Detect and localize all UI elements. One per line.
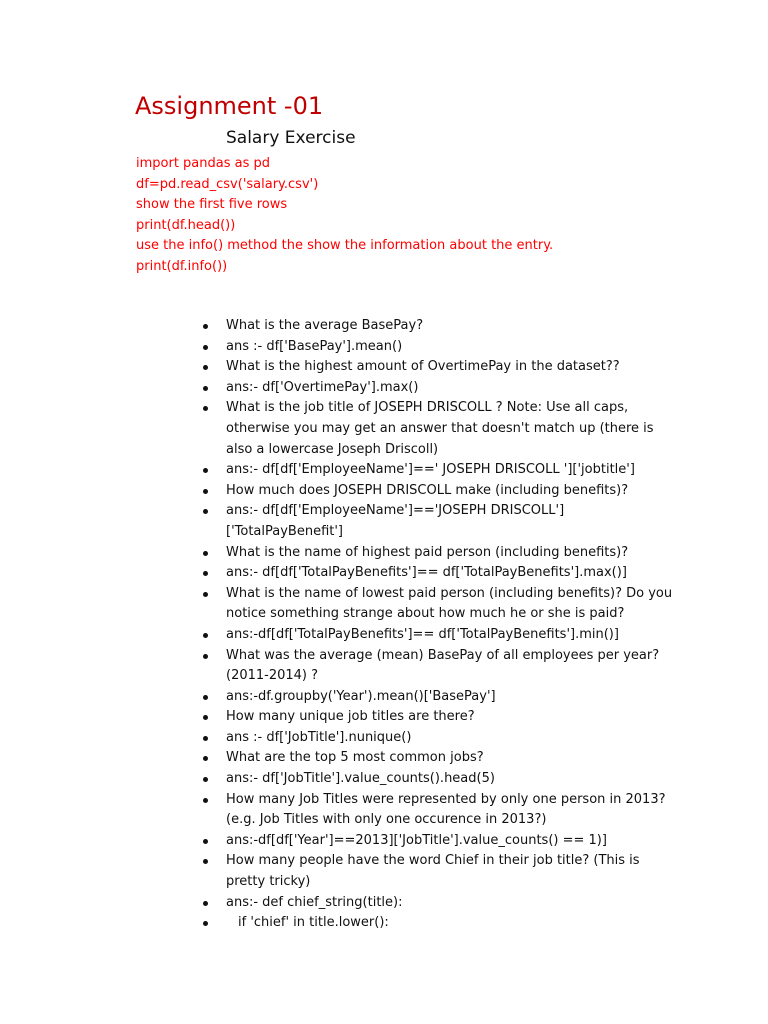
list-item-text: How much does JOSEPH DRISCOLL make (including benefits)? <box>226 482 629 498</box>
list-item <box>200 831 680 852</box>
bullet-icon <box>203 901 208 906</box>
list-item <box>200 481 680 502</box>
list-item-text: What is the name of highest paid person (including benefits)? <box>226 544 629 560</box>
bullet-icon <box>203 715 208 720</box>
bullet-icon <box>203 859 208 864</box>
list-item-text: if 'chief' in title.lower(): <box>238 915 389 931</box>
bullet-icon <box>203 345 208 350</box>
bullet-icon <box>203 406 208 411</box>
list-item <box>200 337 680 358</box>
bullet-icon <box>203 921 208 926</box>
bullet-icon <box>203 756 208 761</box>
bullet-icon <box>203 777 208 782</box>
document-title: Assignment -01 <box>135 92 324 120</box>
list-item-text: How many Job Titles were represented by only one person in 2013? (e.g. Job Titles with only one occurence in 2013?) <box>226 791 666 828</box>
bullet-icon <box>203 654 208 659</box>
list-item <box>200 543 680 564</box>
list-item <box>200 646 680 687</box>
list-item <box>200 460 680 481</box>
question-answer-list <box>200 316 680 934</box>
list-item <box>200 893 680 914</box>
list-item-text: ans:-df[df['TotalPayBenefits']== df['TotalPayBenefits'].min()] <box>226 626 619 642</box>
list-item-text: ans:- df[df['TotalPayBenefits']== df['TotalPayBenefits'].max()] <box>226 565 627 581</box>
bullet-icon <box>203 324 208 329</box>
list-item-text: ans :- df['BasePay'].mean() <box>226 338 403 354</box>
bullet-icon <box>203 551 208 556</box>
list-item <box>200 584 680 625</box>
bullet-icon <box>203 633 208 638</box>
list-item <box>200 769 680 790</box>
bullet-icon <box>203 736 208 741</box>
list-item <box>200 707 680 728</box>
list-item-text: How many unique job titles are there? <box>226 709 475 725</box>
list-item <box>200 790 680 831</box>
list-item-text: What is the highest amount of OvertimePay in the dataset?? <box>226 359 620 375</box>
document-subtitle: Salary Exercise <box>226 128 356 148</box>
list-item-text: What is the average BasePay? <box>226 318 424 333</box>
code-block <box>136 154 553 277</box>
bullet-icon <box>203 571 208 576</box>
list-item <box>200 748 680 769</box>
list-item <box>200 625 680 646</box>
list-item <box>200 687 680 708</box>
bullet-icon <box>203 509 208 514</box>
list-item <box>200 316 680 337</box>
list-item <box>200 563 680 584</box>
code-line: df=pd.read_csv('salary.csv') <box>136 176 319 192</box>
list-item <box>200 728 680 749</box>
bullet-icon <box>203 468 208 473</box>
bullet-icon <box>203 695 208 700</box>
list-item <box>200 913 680 934</box>
list-item-text: ans:- df[df['EmployeeName']=='JOSEPH DRISCOLL']['TotalPayBenefit'] <box>226 503 565 539</box>
bullet-icon <box>203 489 208 494</box>
list-item <box>200 378 680 399</box>
list-item-text: ans:- df['JobTitle'].value_counts().head(5) <box>226 771 495 787</box>
list-item <box>200 501 680 542</box>
bullet-icon <box>203 365 208 370</box>
code-line: import pandas as pd <box>136 156 271 171</box>
list-item-text: What is the job title of JOSEPH DRISCOLL ? Note: Use all caps, otherwise you may get an answer that doesn't match up (there is also a lowercase Joseph Driscoll) <box>226 400 654 457</box>
code-line: print(df.info()) <box>136 258 228 274</box>
list-item-text: What is the name of lowest paid person (including benefits)? Do you notice something strange about how much he or she is paid? <box>226 585 673 622</box>
list-item-text: ans:- def chief_string(title): <box>226 894 403 910</box>
list-item-text: ans:- df[df['EmployeeName']==' JOSEPH DRISCOLL ']['jobtitle'] <box>226 462 635 478</box>
list-item <box>200 357 680 378</box>
list-item <box>200 851 680 892</box>
list-item-text: ans:-df[df['Year']==2013]['JobTitle'].value_counts() == 1)] <box>226 832 607 848</box>
bullet-icon <box>203 839 208 844</box>
list-item-text: How many people have the word Chief in their job title? (This is pretty tricky) <box>226 853 640 890</box>
list-item <box>200 398 680 460</box>
list-item-text: ans :- df['JobTitle'].nunique() <box>226 729 412 745</box>
bullet-icon <box>203 386 208 391</box>
list-item-text: What are the top 5 most common jobs? <box>226 750 484 766</box>
bullet-icon <box>203 798 208 803</box>
code-line: use the info() method the show the information about the entry. <box>136 238 554 253</box>
code-line: print(df.head()) <box>136 217 236 233</box>
list-item-text: What was the average (mean) BasePay of all employees per year? (2011-2014) ? <box>226 647 660 684</box>
list-item-text: ans:-df.groupby('Year').mean()['BasePay'] <box>226 688 496 704</box>
bullet-icon <box>203 592 208 597</box>
list-item-text: ans:- df['OvertimePay'].max() <box>226 379 419 395</box>
code-line: show the first five rows <box>136 197 288 212</box>
